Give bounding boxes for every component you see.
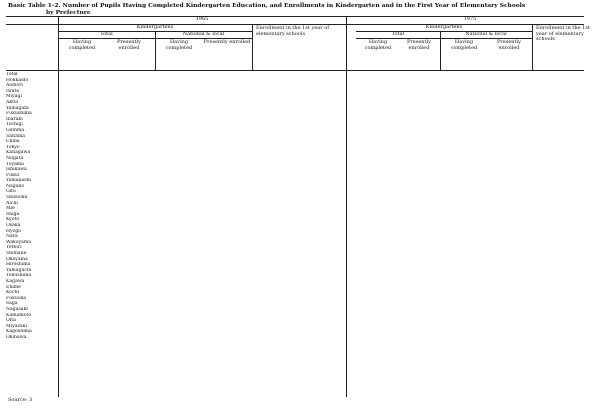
prefecture-label: Okinawa [6, 334, 27, 340]
prefecture-label: Saga [6, 301, 18, 307]
value-cell [278, 335, 320, 341]
table-title-line-2: by Prefecture [46, 9, 91, 16]
national-local-header-1965: National & local [182, 31, 225, 37]
kindergartens-header-1965: Kindergartens [136, 24, 174, 30]
national-local-header-1975: National & local [465, 31, 507, 37]
value-cell [362, 335, 404, 341]
prefecture-label: Shizuoka [6, 195, 28, 201]
prefecture-label: Aomori [6, 83, 23, 89]
table-title [8, 2, 588, 16]
prefecture-label: Chiba [6, 139, 20, 145]
total-header-1965: Total [100, 31, 113, 37]
prefecture-label: Miyazaki [6, 323, 27, 329]
table-title-line-1: Basic Table 1-2. Number of Pupils Having Completed Kindergarten Education, and Enrollments in Kindergarten and in the First Year of Elementary Schools [8, 2, 526, 9]
prefecture-label: Gifu [6, 189, 16, 195]
enrollment-first-year-header-1965: Enrollment in the 1st year of elementary schools [256, 25, 330, 37]
prefecture-label: Fukuoka [6, 295, 27, 301]
prefecture-label: Tochigi [6, 122, 23, 128]
prefecture-label: Hokkaido [6, 77, 29, 83]
table-row [6, 335, 488, 341]
prefecture-label: Nagasaki [6, 306, 28, 312]
prefecture-label: Kagoshima [6, 329, 32, 335]
prefecture-label: Iwate [6, 88, 20, 94]
having-completed-header: Having completed [364, 39, 392, 51]
value-cell [404, 335, 446, 341]
value-cell [446, 335, 488, 341]
prefecture-label: Fukushima [6, 111, 32, 117]
prefecture-label: Miyagi [6, 94, 22, 100]
prefecture-label: Tokushima [6, 273, 32, 279]
presently-enrolled-header: Presently enrolled [497, 39, 521, 51]
year-1965-header: 1965 [195, 16, 209, 22]
prefecture-label: Yamanashi [6, 178, 31, 184]
value-cell [226, 335, 268, 341]
prefecture-label: Toyama [6, 161, 24, 167]
prefecture-label: Yamagata [6, 105, 29, 111]
source-note: Source: 3 [8, 397, 33, 403]
prefecture-label: Ishikawa [6, 167, 27, 173]
kindergartens-header-1975: Kindergartens [425, 24, 463, 30]
prefecture-label: Mie [6, 206, 15, 212]
prefecture-label: Akita [6, 99, 19, 105]
presently-enrolled-header: Presently enrolled [203, 39, 251, 45]
prefecture-label: Shimane [6, 251, 27, 256]
prefecture-label: Osaka [6, 223, 21, 229]
prefecture-label: Okayama [6, 256, 28, 262]
prefecture-label: Kumamoto [6, 312, 32, 318]
prefecture-label: Total [6, 72, 18, 77]
value-cell [184, 335, 226, 341]
prefecture-label: Fukui [6, 172, 20, 178]
having-completed-header: Having completed [450, 39, 478, 51]
prefecture-label: Ehime [6, 284, 21, 290]
prefecture-label: Shiga [6, 211, 20, 217]
prefecture-label: Kochi [6, 290, 20, 296]
prefecture-label: Kanagawa [6, 150, 31, 156]
prefecture-label: Niigata [6, 155, 24, 161]
prefecture-label: Tottori [6, 245, 22, 251]
prefecture-label: Saitama [6, 133, 26, 139]
enrollment-first-year-header-1975: Enrollment in the 1st year of elementary schools [536, 25, 590, 43]
prefecture-label: Nagano [6, 183, 25, 189]
value-cell [58, 335, 100, 341]
prefecture-label: Aichi [6, 200, 18, 206]
prefecture-label: Kagawa [6, 278, 25, 284]
total-header-1975: Total [391, 31, 405, 37]
prefecture-label: Wakayama [6, 239, 32, 245]
year-1975-header: 1975 [463, 16, 477, 22]
prefecture-label: Gumma [6, 127, 25, 133]
prefecture-label: Yamaguchi [6, 267, 32, 273]
having-completed-header: Having completed [68, 39, 96, 51]
prefecture-label: Tokyo [6, 144, 20, 150]
value-cell [320, 335, 362, 341]
presently-enrolled-header: Presently enrolled [407, 39, 431, 51]
prefecture-label: Hyogo [6, 228, 22, 234]
value-cell [142, 335, 184, 341]
prefecture-label: Oita [6, 318, 16, 324]
prefecture-label: Hiroshima [6, 262, 31, 268]
prefecture-label: Ibaraki [6, 116, 23, 122]
presently-enrolled-header: Presently enrolled [117, 39, 141, 51]
data-table [6, 72, 488, 341]
having-completed-header: Having completed [165, 39, 193, 51]
value-cell [100, 335, 142, 341]
prefecture-label: Nara [6, 234, 18, 240]
prefecture-label: Kyoto [6, 217, 20, 223]
